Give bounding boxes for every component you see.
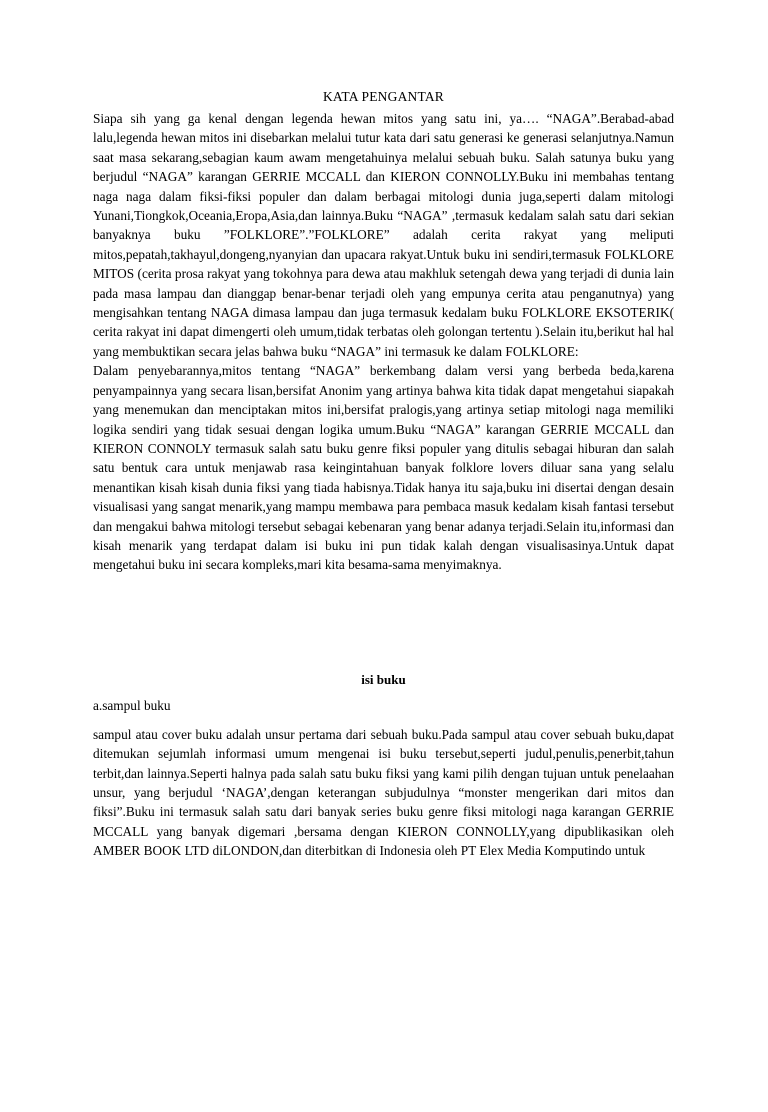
spread-paragraph: Dalam penyebarannya,mitos tentang “NAGA” berkembang dalam versi yang berbeda beda,karena penyampainnya yang secara lisan,bersifat Anonim yang artinya bahwa kita tidak dapat mengetahui siapakah yang menemukan dan menciptakan mitos ini,bersifat pralogis,yang artinya setiap mitologi naga memiliki logika sendiri yang tidak sesuai dengan logika umum.Buku “NAGA” karangan GERRIE MCCALL dan KIERON CONNOLY termasuk salah satu buku genre fiksi populer yang ditulis sebagai hiburan dan salah satu bentuk cara untuk menjawab rasa keingintahuan banyak folklore lovers diluar sana yang selalu menantikan kisah kisah dunia fiksi yang tiada habisnya.Tidak hanya itu saja,buku ini disertai dengan desain visualisasi yang sangat menarik,yang mampu membawa para pembaca masuk kedalam kisah fantasi tersebut dan mengakui bahwa mitologi tersebut sebagai kebenaran yang benar adanya terjadi.Selain itu,informasi dan kisah menarik yang terdapat dalam isi buku ini pun tidak kalah dengan visualisasinya.Untuk dapat mengetahui buku ini secara kompleks,mari kita besama-sama menyimaknya.	[93, 363, 674, 573]
page-title: KATA PENGANTAR	[322, 89, 445, 104]
section-subheading: a.sampul buku	[93, 697, 171, 713]
document-page	[0, 88, 768, 1112]
section-heading: isi buku	[361, 671, 406, 687]
intro-paragraph: Siapa sih yang ga kenal dengan legenda hewan mitos yang satu ini, ya…. “NAGA”.Berabad-abad lalu,legenda hewan mitos ini disebarkan melalui tutur kata dari satu generasi ke generasi selanjutnya.Namun saat masa sekarang,sebagian kaum awam mengetahuinya melalui sebuah buku. Salah satunya buku yang berjudul “NAGA” karangan GERRIE MCCALL dan KIERON CONNOLLY.Buku ini membahas tentang naga naga dalam fiksi-fiksi populer dan dalam berbagai mitologi dunia juga,seperti dalam mitologi Yunani,Tiongkok,Oceania,Eropa,Asia,dan lainnya.Buku “NAGA” ,termasuk kedalam salah satu dari sekian banyaknya buku ”FOLKLORE”.”FOLKLORE” adalah cerita rakyat yang meliputi mitos,pepatah,takhayul,dongeng,nyanyian dan upacara rakyat.Untuk buku ini sendiri,termasuk FOLKLORE MITOS (cerita prosa rakyat yang tokohnya para dewa atau makhluk setengah dewa yang terjadi di dunia lain pada masa lampau dan dianggap benar-benar terjadi oleh yang empunya cerita atau penganutnya) yang mengisahkan tentang NAGA dimasa lampau dan juga termasuk kedalam buku FOLKLORE EKSOTERIK( cerita rakyat ini dapat dimengerti oleh umum,tidak terbatas oleh golongan tertentu ).Selain itu,berikut hal hal yang membuktikan secara jelas bahwa buku “NAGA” ini termasuk ke dalam FOLKLORE:	[93, 111, 674, 359]
cover-paragraph: sampul atau cover buku adalah unsur pertama dari sebuah buku.Pada sampul atau cover sebuah buku,dapat ditemukan sejumlah informasi umum mengenai isi buku tersebut,seperti judul,penulis,penerbit,tahun terbit,dan lainnya.Seperti halnya pada salah satu buku fiksi yang kami pilih dengan tujuan untuk penelaahan unsur, yang berjudul ‘NAGA’,dengan keterangan subjudulnya “monster mengerikan dari mitos dan fiksi”.Buku ini termasuk salah satu dari banyak series buku genre fiksi mitologi naga karangan GERRIE MCCALL yang banyak digemari ,bersama dengan KIERON CONNOLLY,yang dipublikasikan oleh AMBER BOOK LTD diLONDON,dan diterbitkan di Indonesia oleh PT Elex Media Komputindo untuk	[93, 726, 674, 859]
